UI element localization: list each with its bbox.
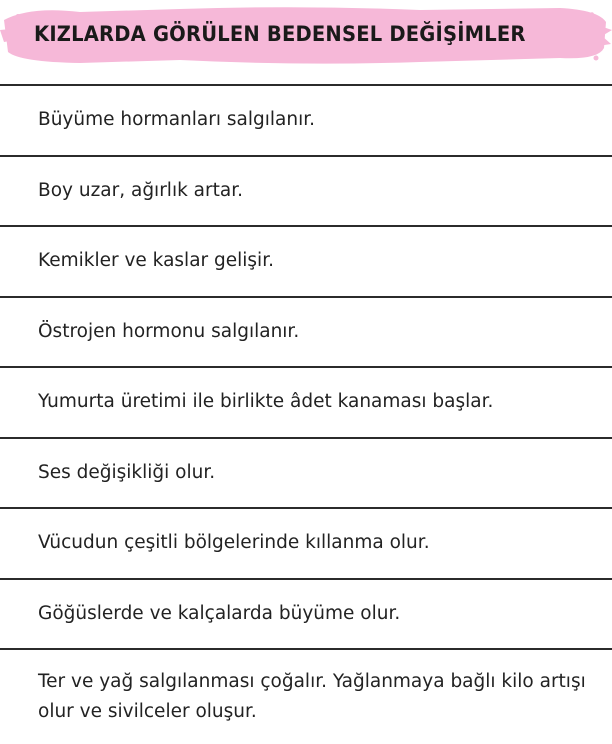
list-item [0,84,612,155]
list-item-text: Göğüslerde ve kalçalarda büyüme olur. [38,602,401,624]
list-item [0,296,612,367]
list-item-text: Büyüme hormanları salgılanır. [38,109,316,131]
list-item-text: Boy uzar, ağırlık artar. [38,179,243,201]
list-item-text: Vücudun çeşitli bölgelerinde kıllanma olur. [38,532,430,554]
list-item [0,648,612,737]
list-item [0,507,612,578]
list-item [0,578,612,649]
page-header [0,0,612,72]
list-item-text: Ses değişikliği olur. [38,461,216,483]
list-item [0,155,612,226]
page-title: KIZLARDA GÖRÜLEN BEDENSEL DEĞİŞİMLER [34,22,526,46]
list-item-text: Yumurta üretimi ile birlikte âdet kanaması başlar. [38,391,494,413]
list-item-text: Kemikler ve kaslar gelişir. [38,250,274,272]
list-item [0,225,612,296]
changes-list [0,84,612,737]
list-item [0,366,612,437]
list-item-text: Östrojen hormonu salgılanır. [38,320,300,342]
list-item-text: Ter ve yağ salgılanması çoğalır. Yağlanmaya bağlı kilo artışı olur ve sivilceler oluşur. [38,671,586,722]
list-item [0,437,612,508]
